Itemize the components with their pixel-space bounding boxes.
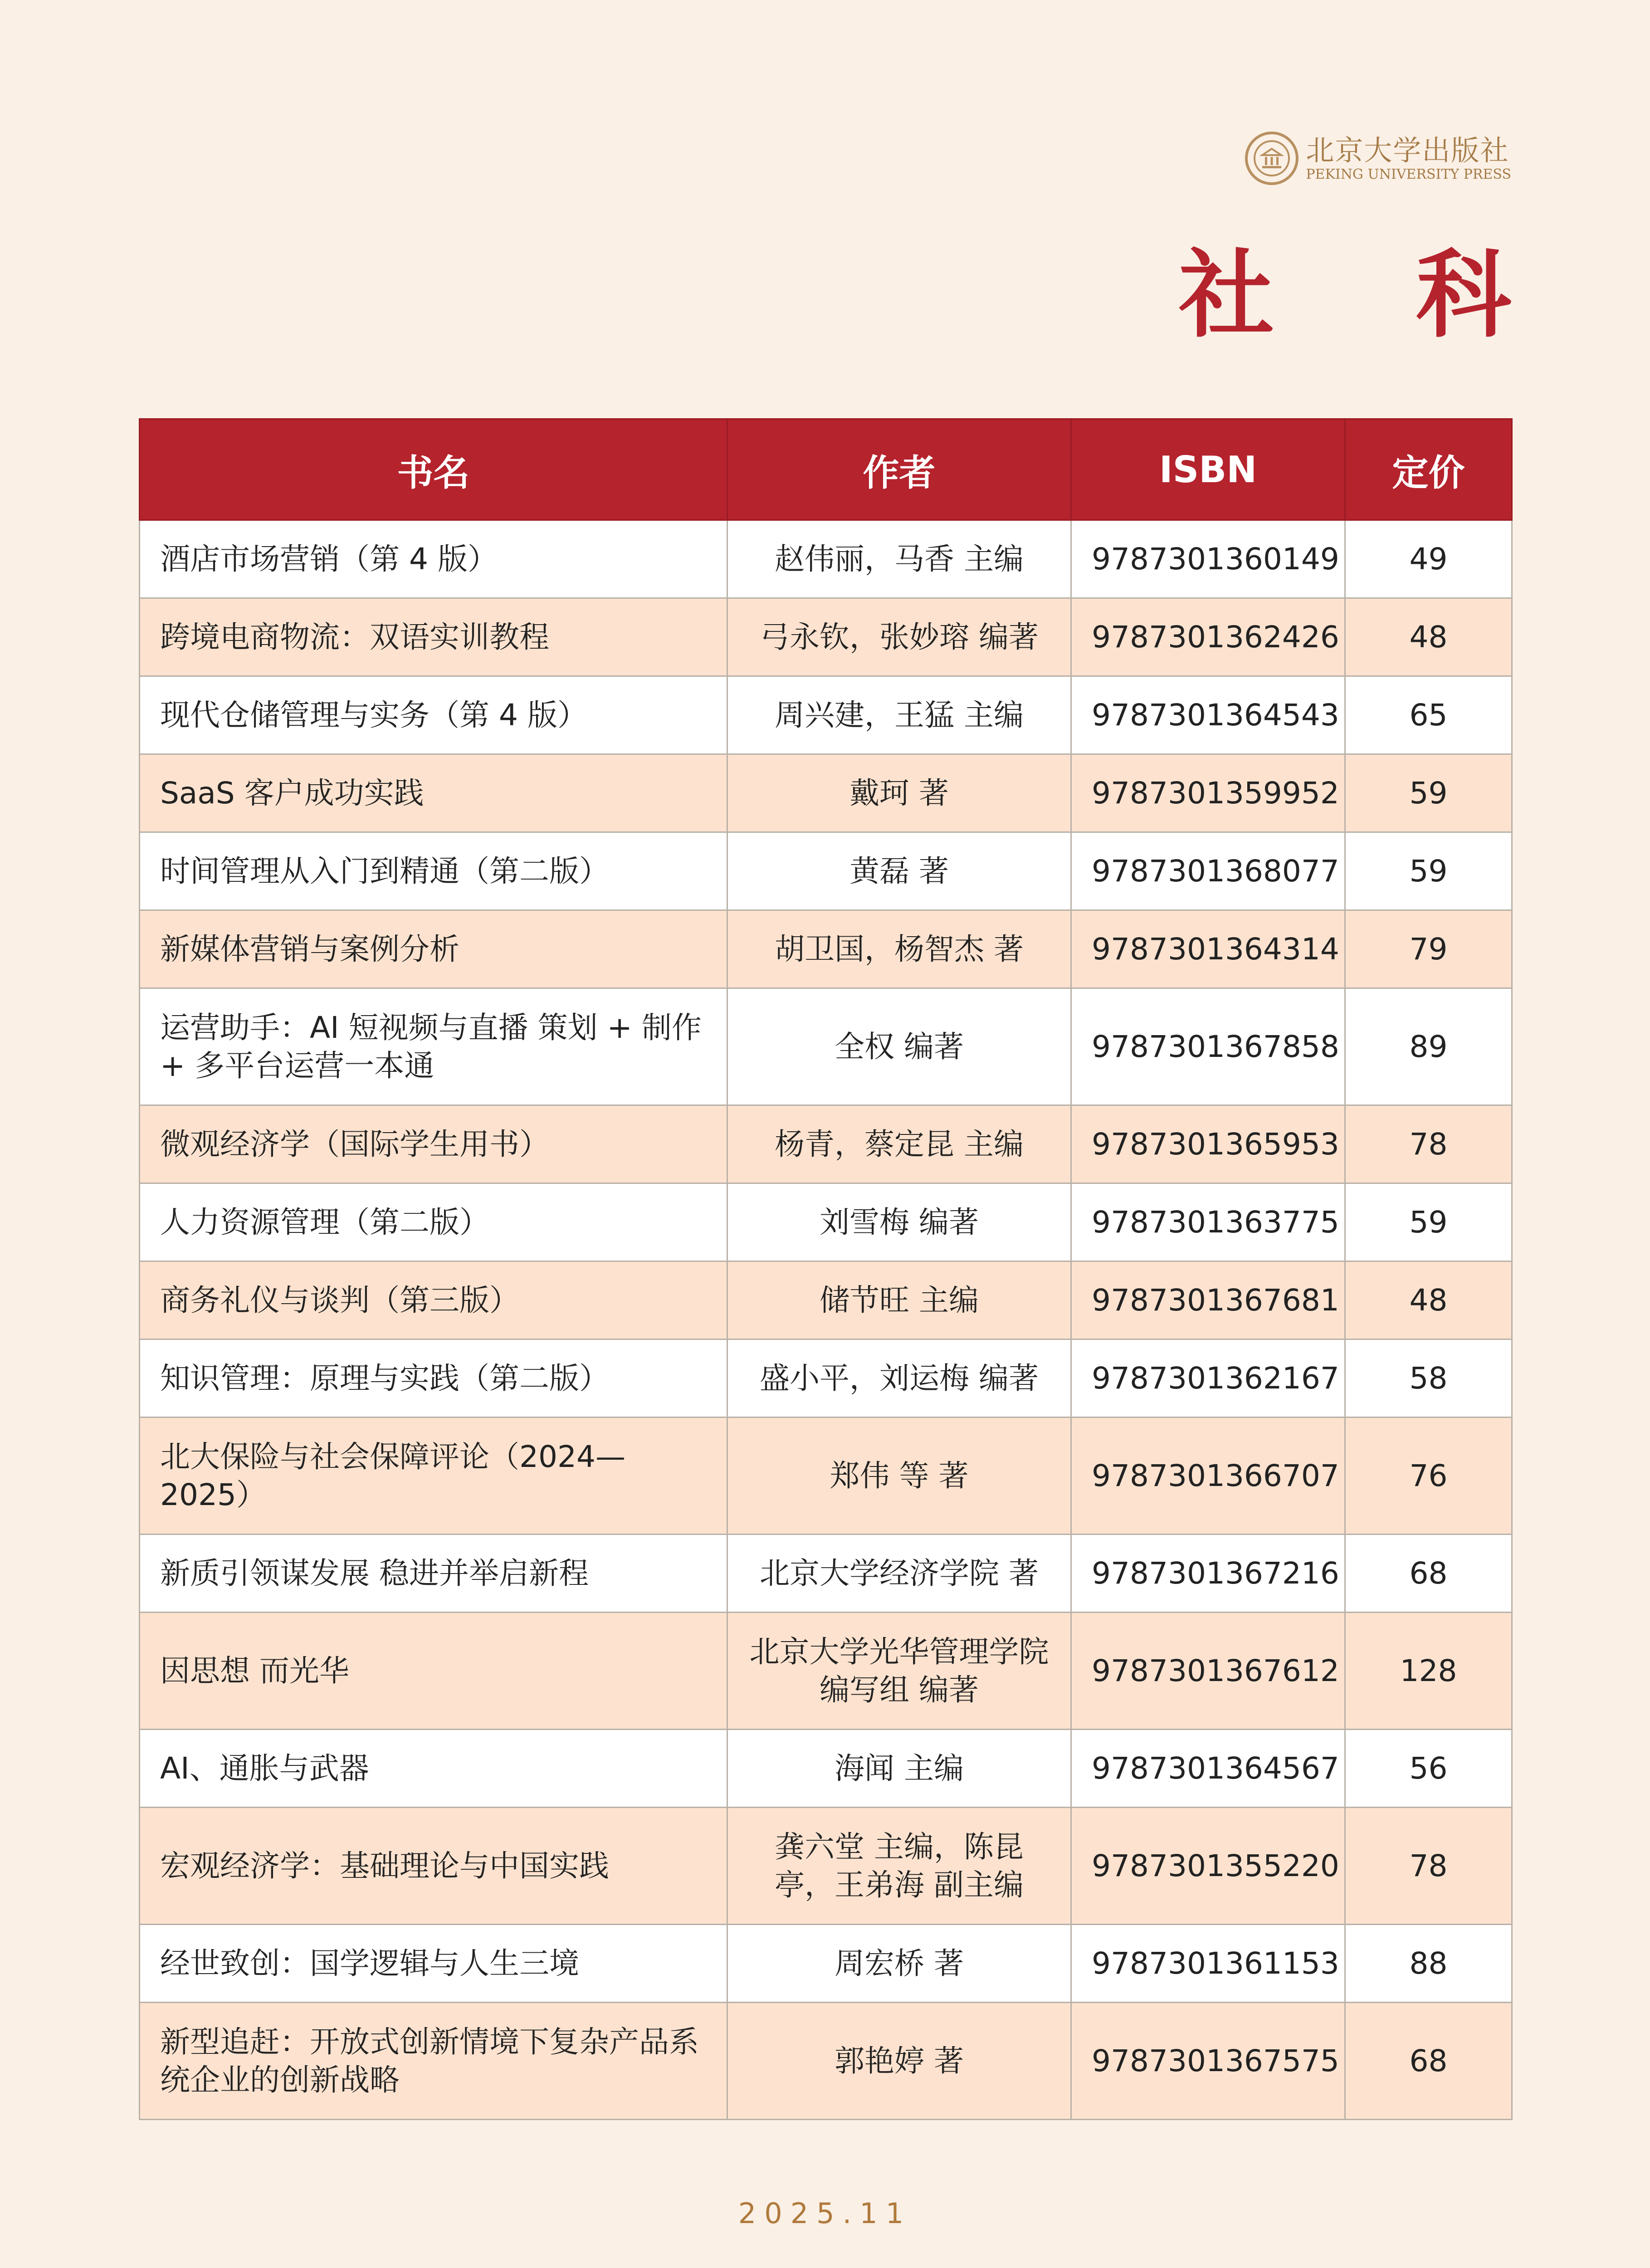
book-price-cell: 59: [1345, 1183, 1512, 1261]
book-title-cell: 新媒体营销与案例分析: [140, 910, 727, 988]
header-isbn: ISBN: [1071, 419, 1345, 520]
book-isbn-cell: 9787301367858: [1071, 988, 1345, 1105]
pku-seal-icon: [1245, 132, 1299, 185]
book-price-cell: 78: [1345, 1808, 1512, 1925]
table-row: [140, 598, 1512, 676]
book-title-cell: 经世致创：国学逻辑与人生三境: [140, 1925, 727, 2003]
book-title-cell: 商务礼仪与谈判（第三版）: [140, 1261, 727, 1339]
book-title-cell: 现代仓储管理与实务（第 4 版）: [140, 676, 727, 754]
book-title-cell: SaaS 客户成功实践: [140, 754, 727, 832]
book-author-cell: 周兴建，王猛 主编: [727, 676, 1071, 754]
table-row: [140, 910, 1512, 988]
book-isbn-cell: 9787301362167: [1071, 1339, 1345, 1418]
publisher-name-en: PEKING UNIVERSITY PRESS: [1306, 166, 1511, 182]
table-row: [140, 1925, 1512, 2003]
book-price-cell: 59: [1345, 832, 1512, 910]
book-title-cell: 酒店市场营销（第 4 版）: [140, 520, 727, 598]
book-isbn-cell: 9787301368077: [1071, 832, 1345, 910]
publisher-logo: [1245, 132, 1511, 185]
table-row: [140, 988, 1512, 1105]
book-isbn-cell: 9787301362426: [1071, 598, 1345, 676]
book-author-cell: 胡卫国，杨智杰 著: [727, 910, 1071, 988]
header-author: 作者: [727, 419, 1071, 520]
book-author-cell: 弓永钦，张妙瑢 编著: [727, 598, 1071, 676]
book-catalog-table: [139, 418, 1513, 2120]
book-isbn-cell: 9787301364314: [1071, 910, 1345, 988]
table-row: [140, 1105, 1512, 1183]
book-isbn-cell: 9787301367216: [1071, 1535, 1345, 1613]
book-author-cell: 北京大学经济学院 著: [727, 1535, 1071, 1613]
book-price-cell: 68: [1345, 1535, 1512, 1613]
book-price-cell: 48: [1345, 1261, 1512, 1339]
book-title-cell: AI、通胀与武器: [140, 1730, 727, 1808]
book-title-cell: 北大保险与社会保障评论（2024—2025）: [140, 1418, 727, 1535]
book-title-cell: 宏观经济学：基础理论与中国实践: [140, 1808, 727, 1925]
book-title-cell: 运营助手：AI 短视频与直播 策划 + 制作 + 多平台运营一本通: [140, 988, 727, 1105]
book-author-cell: 刘雪梅 编著: [727, 1183, 1071, 1261]
book-author-cell: 黄磊 著: [727, 832, 1071, 910]
book-isbn-cell: 9787301364567: [1071, 1730, 1345, 1808]
table-row: [140, 2003, 1512, 2120]
book-price-cell: 79: [1345, 910, 1512, 988]
book-author-cell: 全权 编著: [727, 988, 1071, 1105]
page-title: 社 科: [1178, 239, 1566, 351]
table-row: [140, 1418, 1512, 1535]
book-author-cell: 郭艳婷 著: [727, 2003, 1071, 2120]
book-price-cell: 58: [1345, 1339, 1512, 1418]
book-isbn-cell: 9787301365953: [1071, 1105, 1345, 1183]
book-price-cell: 48: [1345, 598, 1512, 676]
book-author-cell: 戴珂 著: [727, 754, 1071, 832]
table-row: [140, 1808, 1512, 1925]
header-title: 书名: [140, 419, 727, 520]
book-isbn-cell: 9787301367612: [1071, 1613, 1345, 1730]
table-row: [140, 1261, 1512, 1339]
book-isbn-cell: 9787301360149: [1071, 520, 1345, 598]
book-author-cell: 龚六堂 主编，陈昆亭，王弟海 副主编: [727, 1808, 1071, 1925]
book-price-cell: 56: [1345, 1730, 1512, 1808]
table-row: [140, 754, 1512, 832]
book-author-cell: 盛小平，刘运梅 编著: [727, 1339, 1071, 1418]
book-price-cell: 88: [1345, 1925, 1512, 2003]
table-row: [140, 1535, 1512, 1613]
book-author-cell: 周宏桥 著: [727, 1925, 1071, 2003]
book-isbn-cell: 9787301361153: [1071, 1925, 1345, 2003]
book-author-cell: 郑伟 等 著: [727, 1418, 1071, 1535]
book-isbn-cell: 9787301363775: [1071, 1183, 1345, 1261]
book-title-cell: 新质引领谋发展 稳进并举启新程: [140, 1535, 727, 1613]
table-row: [140, 1183, 1512, 1261]
book-price-cell: 76: [1345, 1418, 1512, 1535]
book-title-cell: 微观经济学（国际学生用书）: [140, 1105, 727, 1183]
table-header-row: [140, 419, 1512, 520]
table-row: [140, 1730, 1512, 1808]
book-isbn-cell: 9787301367575: [1071, 2003, 1345, 2120]
book-title-cell: 因思想 而光华: [140, 1613, 727, 1730]
header-price: 定价: [1345, 419, 1512, 520]
book-price-cell: 65: [1345, 676, 1512, 754]
book-author-cell: 海闻 主编: [727, 1730, 1071, 1808]
book-isbn-cell: 9787301364543: [1071, 676, 1345, 754]
publisher-name-cn: 北京大学出版社: [1306, 134, 1509, 167]
table-row: [140, 832, 1512, 910]
book-author-cell: 储节旺 主编: [727, 1261, 1071, 1339]
book-title-cell: 知识管理：原理与实践（第二版）: [140, 1339, 727, 1418]
book-price-cell: 49: [1345, 520, 1512, 598]
book-author-cell: 赵伟丽，马香 主编: [727, 520, 1071, 598]
book-isbn-cell: 9787301366707: [1071, 1418, 1345, 1535]
book-title-cell: 跨境电商物流：双语实训教程: [140, 598, 727, 676]
footer-date: 2025.11: [738, 2197, 912, 2230]
table-row: [140, 1339, 1512, 1418]
book-title-cell: 时间管理从入门到精通（第二版）: [140, 832, 727, 910]
book-author-cell: 北京大学光华管理学院编写组 编著: [727, 1613, 1071, 1730]
book-price-cell: 128: [1345, 1613, 1512, 1730]
table-row: [140, 520, 1512, 598]
book-isbn-cell: 9787301367681: [1071, 1261, 1345, 1339]
book-price-cell: 68: [1345, 2003, 1512, 2120]
table-row: [140, 676, 1512, 754]
book-title-cell: 新型追赶：开放式创新情境下复杂产品系统企业的创新战略: [140, 2003, 727, 2120]
book-isbn-cell: 9787301359952: [1071, 754, 1345, 832]
book-price-cell: 78: [1345, 1105, 1512, 1183]
book-price-cell: 59: [1345, 754, 1512, 832]
table-row: [140, 1613, 1512, 1730]
book-author-cell: 杨青，蔡定昆 主编: [727, 1105, 1071, 1183]
book-isbn-cell: 9787301355220: [1071, 1808, 1345, 1925]
book-price-cell: 89: [1345, 988, 1512, 1105]
book-title-cell: 人力资源管理（第二版）: [140, 1183, 727, 1261]
